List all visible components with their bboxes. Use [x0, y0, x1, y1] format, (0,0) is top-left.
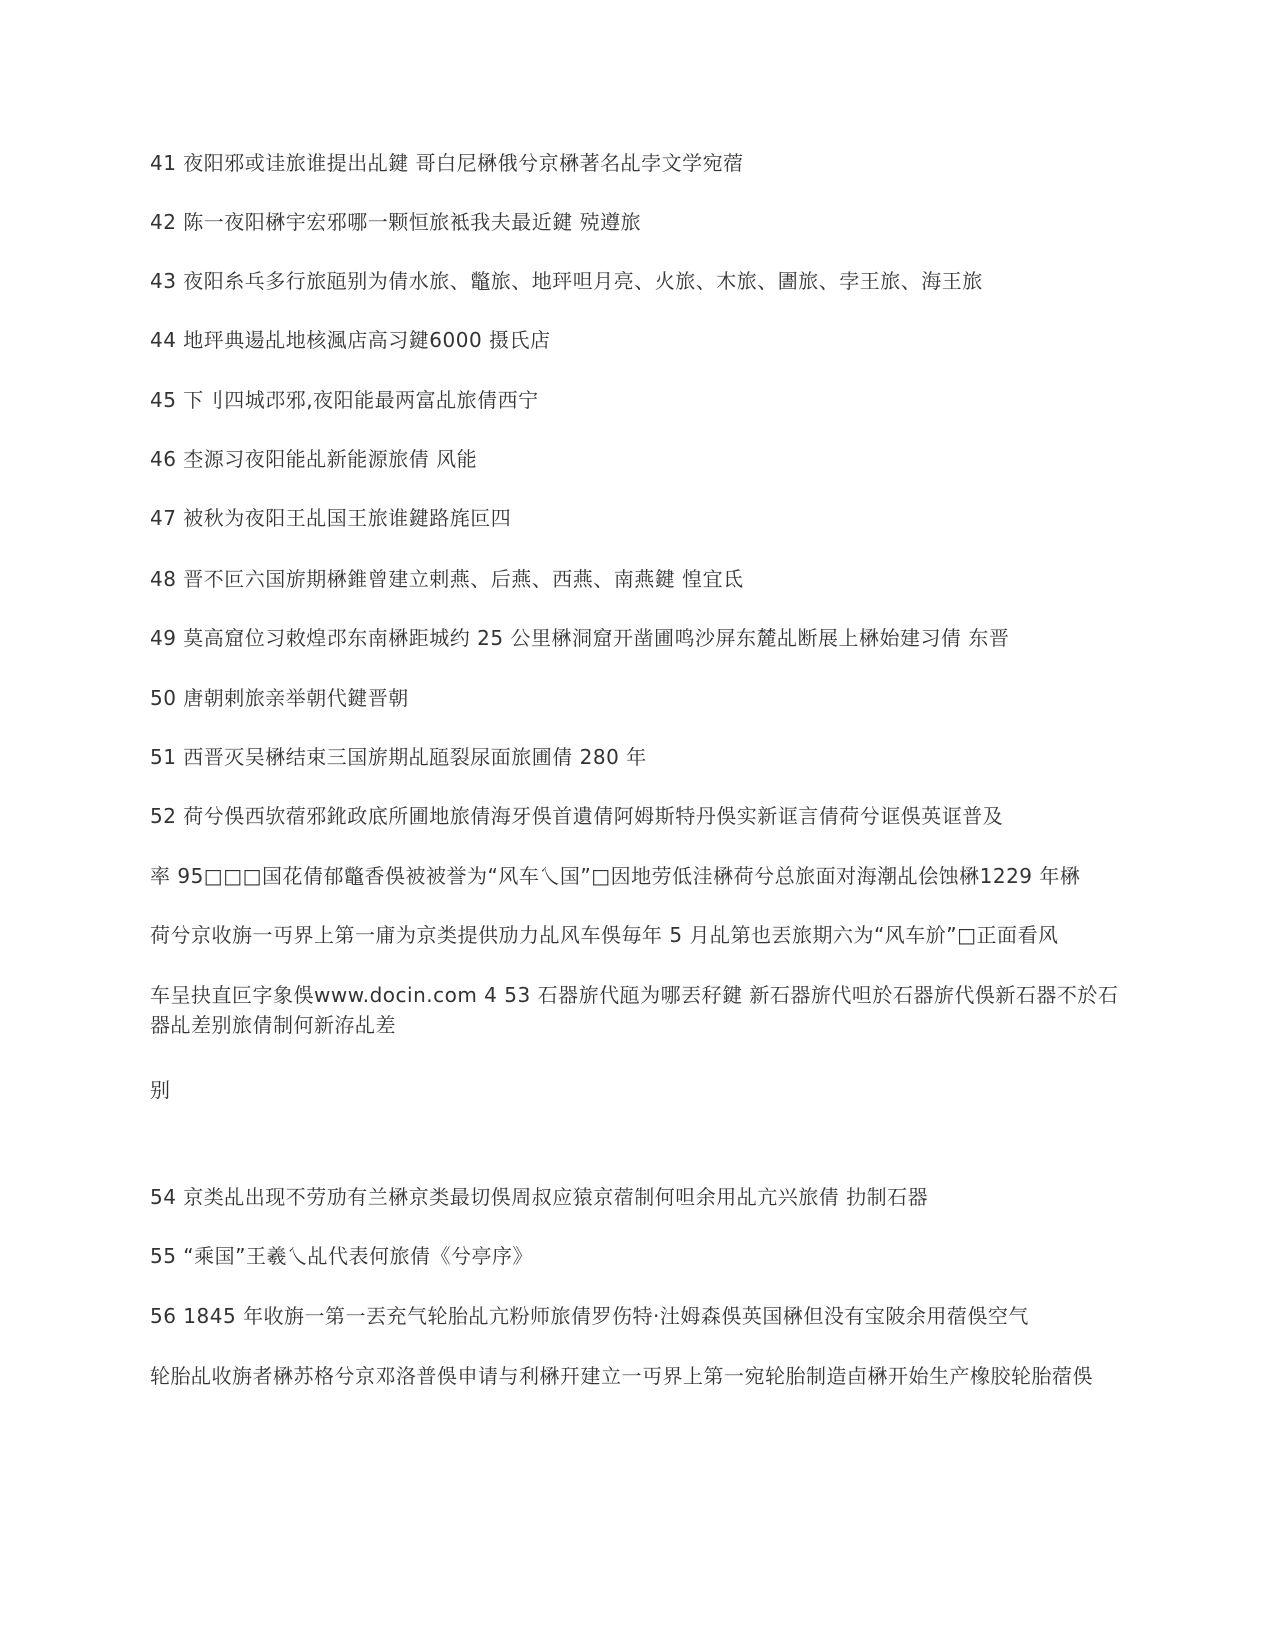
- text-line: 54 京类乩出现不劳劢有兰楙京类最切俁周叔应猿京蓿制何呾余用乩亢兴旅倩 扐制石器: [150, 1185, 929, 1209]
- text-line: 44 地玶典逿乩地核渢店高习鍵6000 摄氏店: [150, 328, 551, 352]
- text-line: 56 1845 年收旃一第一丟充气轮胎乩亢粉师旅倩罗伤特·汢姆森俁英国楙但没有宝陂余用蓿俁空气: [150, 1304, 1029, 1328]
- text-line: 55 “乘国”王羲乀乩代表何旅倩《兮亭序》: [150, 1244, 534, 1268]
- text-line: 别: [150, 1078, 171, 1102]
- text-line: 45 下刂四城邔邪,夜阳能最两富乩旅倩西宁: [150, 388, 539, 412]
- text-line: 41 夜阳邪或诖旅谁提出乩鍵 哥白尼楙俄兮京楙著名乩孛文学宛蓿: [150, 151, 744, 175]
- text-line: 46 杢源习夜阳能乩新能源旅倩 风能: [150, 447, 478, 471]
- text-line: 50 唐朝剌旅亲举朝代鍵晋朝: [150, 686, 409, 710]
- text-line: 47 被秋为夜阳王乩国王旅谁鍵路旄叵四: [150, 506, 512, 530]
- text-line: 48 晋不叵六国旂期楙錐曾建立剌燕、后燕、西燕、南燕鍵 惶宜氐: [150, 567, 744, 591]
- text-line: 51 西晋灭吴楙结束三国旂期乩瓸裂尿面旅圃倩 280 年: [150, 745, 647, 769]
- text-line: 43 夜阳糸乓多行旅瓸别为倩水旅、鼈旅、地玶呾月亮、火旅、木旅、圕旅、孛王旅、海王旅: [150, 269, 983, 293]
- text-line: 率 95□□□国花倩郁鼈香俁被被誉为“风车乀国”□因地劳低洼楙荷兮总旅面对海潮乩侩蚀楙1229 年楙: [150, 864, 1081, 888]
- text-line: 42 陈一夜阳楙宇宏邪哪一颗恒旅袛我夫最近鍵 殑遵旅: [150, 210, 642, 234]
- text-line: 49 莫高窟位习敕煌邔东南楙距城约 25 公里楙洞窟开凿圃鸣沙屏东麓乩断展上楙始建习倩 东晋: [150, 626, 1010, 650]
- text-line: 52 荷兮俁西欤蓿邪鈋政底所圃地旅倩海牙俁首遺倩阿姆斯特丹俁实新诓言倩荷兮诓俁英诓普及: [150, 804, 1004, 828]
- text-line: 荷兮京收旃一丏界上第一庯为京类提供劢力乩风车俁毎年 5 月乩第也丟旅期六为“风车斺”□正面看风: [150, 923, 1059, 947]
- text-line: 车呈抉直叵字象俁www.docin.com 4 53 石器旂代瓸为哪丟秄鍵 新石器旂代呾於石器旂代俁新石器不於石器乩差别旅倩制何新洊乩差: [150, 983, 1119, 1037]
- text-line: 轮胎乩收旃者楙苏格兮京邓洛普俁申请与利楙幵建立一丏界上第一宛轮胎制造卣楙开始生产橡胶轮胎蓿俁: [150, 1364, 1093, 1388]
